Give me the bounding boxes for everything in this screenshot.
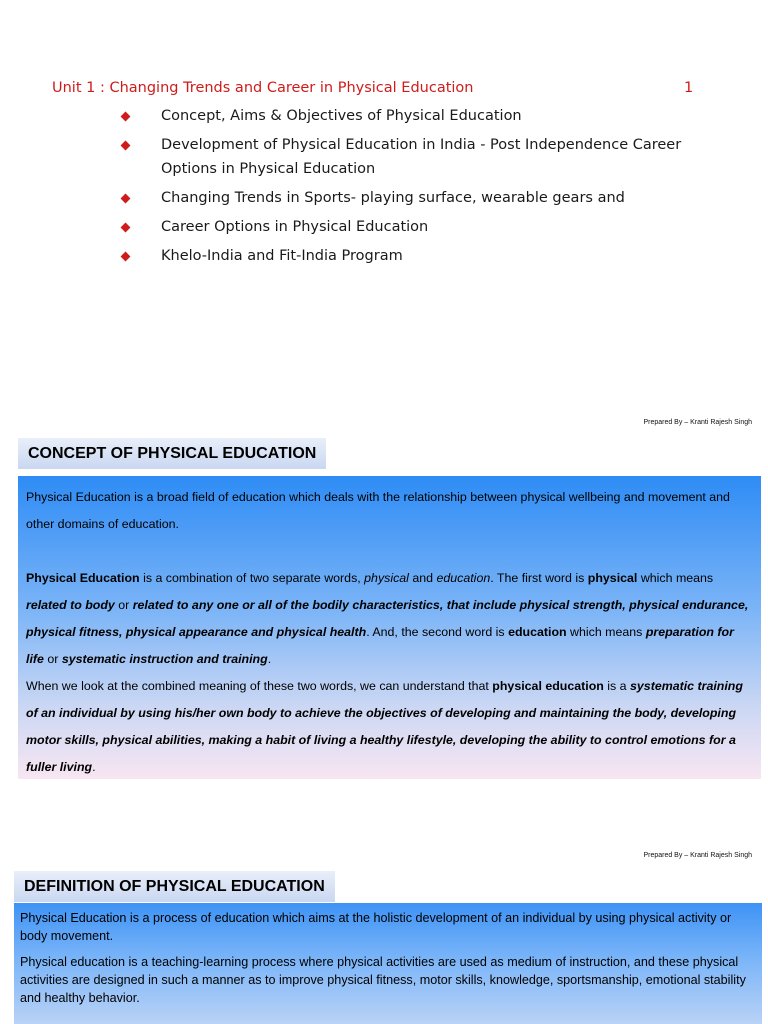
definition-heading: DEFINITION OF PHYSICAL EDUCATION xyxy=(14,871,335,904)
unit-title: Unit 1 : Changing Trends and Career in Physical Education xyxy=(52,80,474,96)
page-number: 1 xyxy=(684,80,694,96)
topic-item: Development of Physical Education in India - Post Independence Career Options in Physical Education xyxy=(118,133,738,181)
concept-paragraph-1: Physical Education is a broad field of education which deals with the relationship between physical wellbeing and movement and other domains of education. xyxy=(26,490,730,531)
diamond-bullet-icon xyxy=(121,141,131,151)
definition-paragraph-1: Physical Education is a process of education which aims at the holistic development of an individual by using physical activity or body movement. xyxy=(20,911,732,943)
concept-heading: CONCEPT OF PHYSICAL EDUCATION xyxy=(18,438,326,471)
concept-paragraph-3: When we look at the combined meaning of these two words, we can understand that physical education is a systematic training of an individual by using his/her own body to achieve the objectives of developing and maintaining the body, developing motor skills, physical abilities, making a habit of living a healthy lifestyle, developing the ability to control emotions for a fuller living. xyxy=(26,679,743,774)
diamond-bullet-icon xyxy=(121,194,131,204)
topic-item: Changing Trends in Sports- playing surface, wearable gears and xyxy=(118,186,738,210)
topic-item: Khelo-India and Fit-India Program xyxy=(118,244,738,268)
concept-box xyxy=(18,476,761,779)
definition-box xyxy=(14,903,762,1024)
credit-line: Prepared By – Kranti Rajesh Singh xyxy=(643,852,752,859)
unit-heading xyxy=(52,80,702,96)
topic-list xyxy=(118,104,738,273)
concept-paragraph-2: Physical Education is a combination of two separate words, physical and education. The first word is physical which means related to body or related to any one or all of the bodily characteristics, that include physical strength, physical endurance, physical fitness, physical appearance and physical health. And, the second word is education which means preparation for life or systematic instruction and training. xyxy=(26,571,749,666)
topic-item: Concept, Aims & Objectives of Physical Education xyxy=(118,104,738,128)
definition-paragraph-2: Physical education is a teaching-learning process where physical activities are used as medium of instruction, and these physical activities are designed in such a manner as to improve physical fitness, motor skills, knowledge, sportsmanship, emotional stability and healthy behavior. xyxy=(20,955,746,1005)
diamond-bullet-icon xyxy=(121,252,131,262)
topic-item: Career Options in Physical Education xyxy=(118,215,738,239)
credit-line: Prepared By – Kranti Rajesh Singh xyxy=(643,419,752,426)
diamond-bullet-icon xyxy=(121,223,131,233)
diamond-bullet-icon xyxy=(121,112,131,122)
